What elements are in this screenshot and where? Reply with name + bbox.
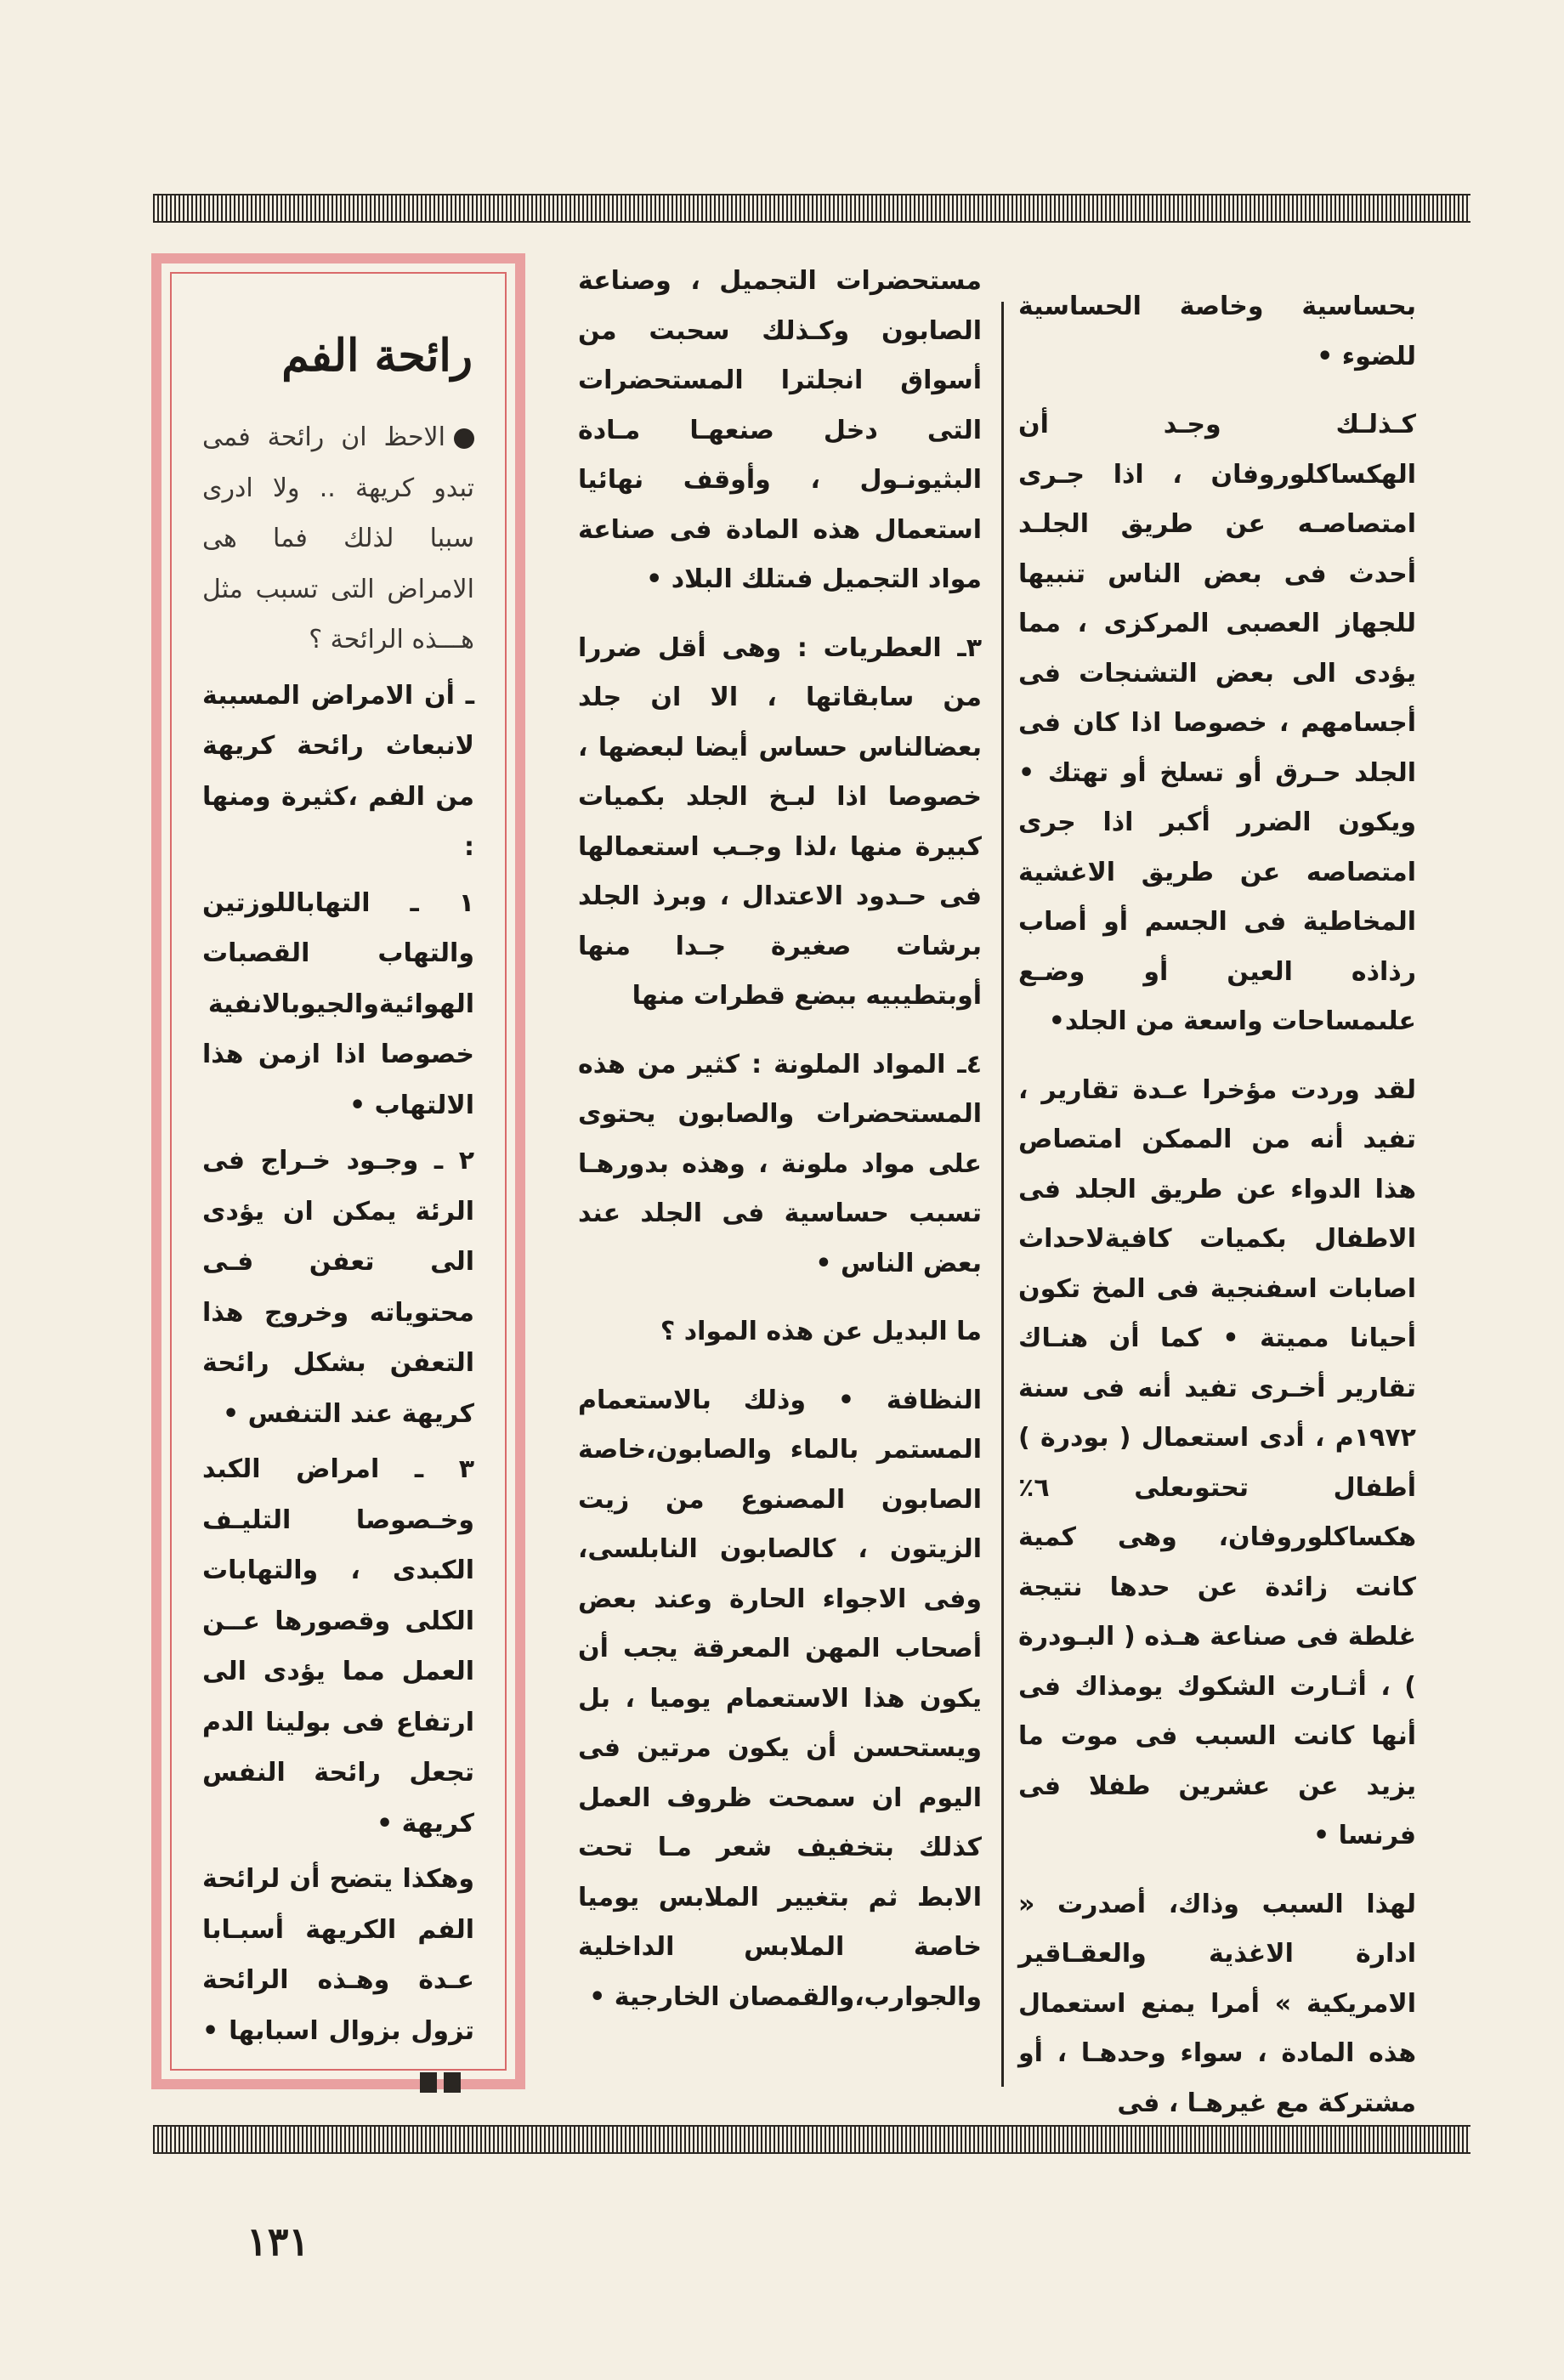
column-divider (1001, 302, 1004, 2087)
closing-text: وهكذا يتضح أن لرائحة الفم الكريهة أسبـابا عـدة وهـذه الرائحة تزول بزوال اسبابها • (202, 1864, 474, 2046)
top-decorative-rule (153, 194, 1470, 223)
sidebar-body (202, 412, 474, 2112)
sidebar-box-bad-breath (151, 253, 525, 2089)
subheading: ما البديل عن هذه المواد ؟ (660, 1317, 982, 1346)
paragraph: ٤ـ المواد الملونة : كثير من هذه المستحضرات والصابون يحتوى على مواد ملونة ، وهذه بدورهـا تسبب حساسية فى الجلد عند بعض الناس • (578, 1049, 982, 1278)
paragraph: لقد وردت مؤخرا عـدة تقارير ، تفيد أنه من الممكن امتصاص هذا الدواء عن طريق الجلد فى الاطفال بكميات كافيةلاحداث اصابات اسفنجية فى المخ تكون أحيانا مميتة • كما أن هنـاك تقارير أخـرى تفيد أنه فى سنة ١٩٧٢م ، أدى استعمال ( بودرة ) أطفال تحتوىعلى ٦٪ هكساكلوروفان، وهى كمية كانت زائدة عن حدها نتيجة غلطة فى صناعة هـذه ( البـودرة ) ، أثـارت الشكوك يومذاك فى أنها كانت السبب فى موت ما يزيد عن عشرين طفلا فى فرنسا • (1018, 1074, 1416, 1850)
sidebar-paragraph: ٣ ـ امراض الكبد وخـصوصا التليـف الكبدى ، والتهابات الكلى وقصورها عــن العمل مما يؤدى الى ارتفاع فى بولينا الدم تجعل رائحة النفس كريهة • (202, 1454, 474, 1839)
sidebar-paragraph: ٢ ـ وجـود خـراج فى الرئة يمكن ان يؤدى الى تعفن فـى محتوياته وخروج هذا التعفن بشكل رائحة كريهة عند التنفس • (202, 1146, 474, 1429)
article-column-right (1018, 282, 1416, 2147)
sidebar-question (202, 412, 474, 666)
paragraph: بحساسية وخاصة الحساسية للضوء • (1018, 292, 1416, 371)
end-mark-icon (420, 2072, 461, 2093)
article-column-middle (578, 257, 982, 2041)
paragraph: مستحضرات التجميل ، وصناعة الصابون وكـذلك سحبت من أسواق انجلترا المستحضرات التى دخل صنعهـا مـادة البثيونـول ، وأوقف نهائيا استعمال هذه المادة فى صناعة مواد التجميل فىتلك البلاد • (578, 266, 982, 594)
paragraph: لهذا السبب وذاك، أصدرت « ادارة الاغذية والعقـاقير الامريكية » أمرا يمنع استعمال هذه المادة ، سواء وحدهـا ، أو مشتركة مع غيرهـا ، فى (1018, 1889, 1416, 2118)
bullet-icon (454, 428, 474, 449)
sidebar-paragraph: ١ ـ التهاباللوزتين والتهاب القصبات الهوائيةوالجيوبالانفية خصوصا اذا ازمن هذا الالتهاب • (202, 887, 474, 1120)
sidebar-closing (202, 1854, 474, 2107)
paragraph: ٣ـ العطريات : وهى أقل ضررا من سابقاتها ، الا ان جلد بعضالناس حساس أيضا لبعضها ، خصوصا اذا لبـخ الجلد بكميات كبيرة منها ،لذا وجـب استعمالها فى حـدود الاعتدال ، وبرذ الجلد برشات صغيرة جـدا منها أوبتطيبيه ببضع قطرات منها (578, 632, 982, 1011)
sidebar-paragraph: ـ أن الامراض المسببة لانبعاث رائحة كريهة من الفم ،كثيرة ومنها : (202, 680, 474, 862)
paragraph: كـذلـك وجـد أن الهكساكلوروفان ، اذا جـرى امتصاصـه عن طريق الجلـد أحدث فى بعض الناس تنبيها للجهاز العصبى المركزى ، مما يؤدى الى بعض التشنجات فى أجسامهم ، خصوصا اذا كان فى الجلد حـرق أو تسلخ أو تهتك • ويكون الضرر أكبر اذا جرى امتصاصه عن طريق الاغشية المخاطية فى الجسم أو أصاب رذاذه العين أو وضـع علىمساحات واسعة من الجلد• (1018, 410, 1416, 1036)
question-text: الاحظ ان رائحة فمى تبدو كريهة .. ولا ادرى سببا لذلك فما هى الامراض التى تسبب مثل هـــذه الرائحة ؟ (202, 422, 474, 654)
page-number: ١٣١ (246, 2218, 310, 2264)
sidebar-title: رائحة الفم (281, 330, 473, 382)
bottom-decorative-rule (153, 2125, 1470, 2154)
paragraph: النظافة • وذلك بالاستعمام المستمر بالماء والصابون،خاصة الصابون المصنوع من زيت الزيتون ، كالصابون النابلسى، وفى الاجواء الحارة وعند بعض أصحاب المهن المعرقة يجب أن يكون هذا الاستعمام يوميا ، بل ويستحسن أن يكون مرتين فى اليوم ان سمحت ظروف العمل كذلك بتخفيف شعر مـا تحت الابط ثم بتغيير الملابس يوميا خاصة الملابس الداخلية والجوارب،والقمصان الخارجية • (578, 1385, 982, 2012)
